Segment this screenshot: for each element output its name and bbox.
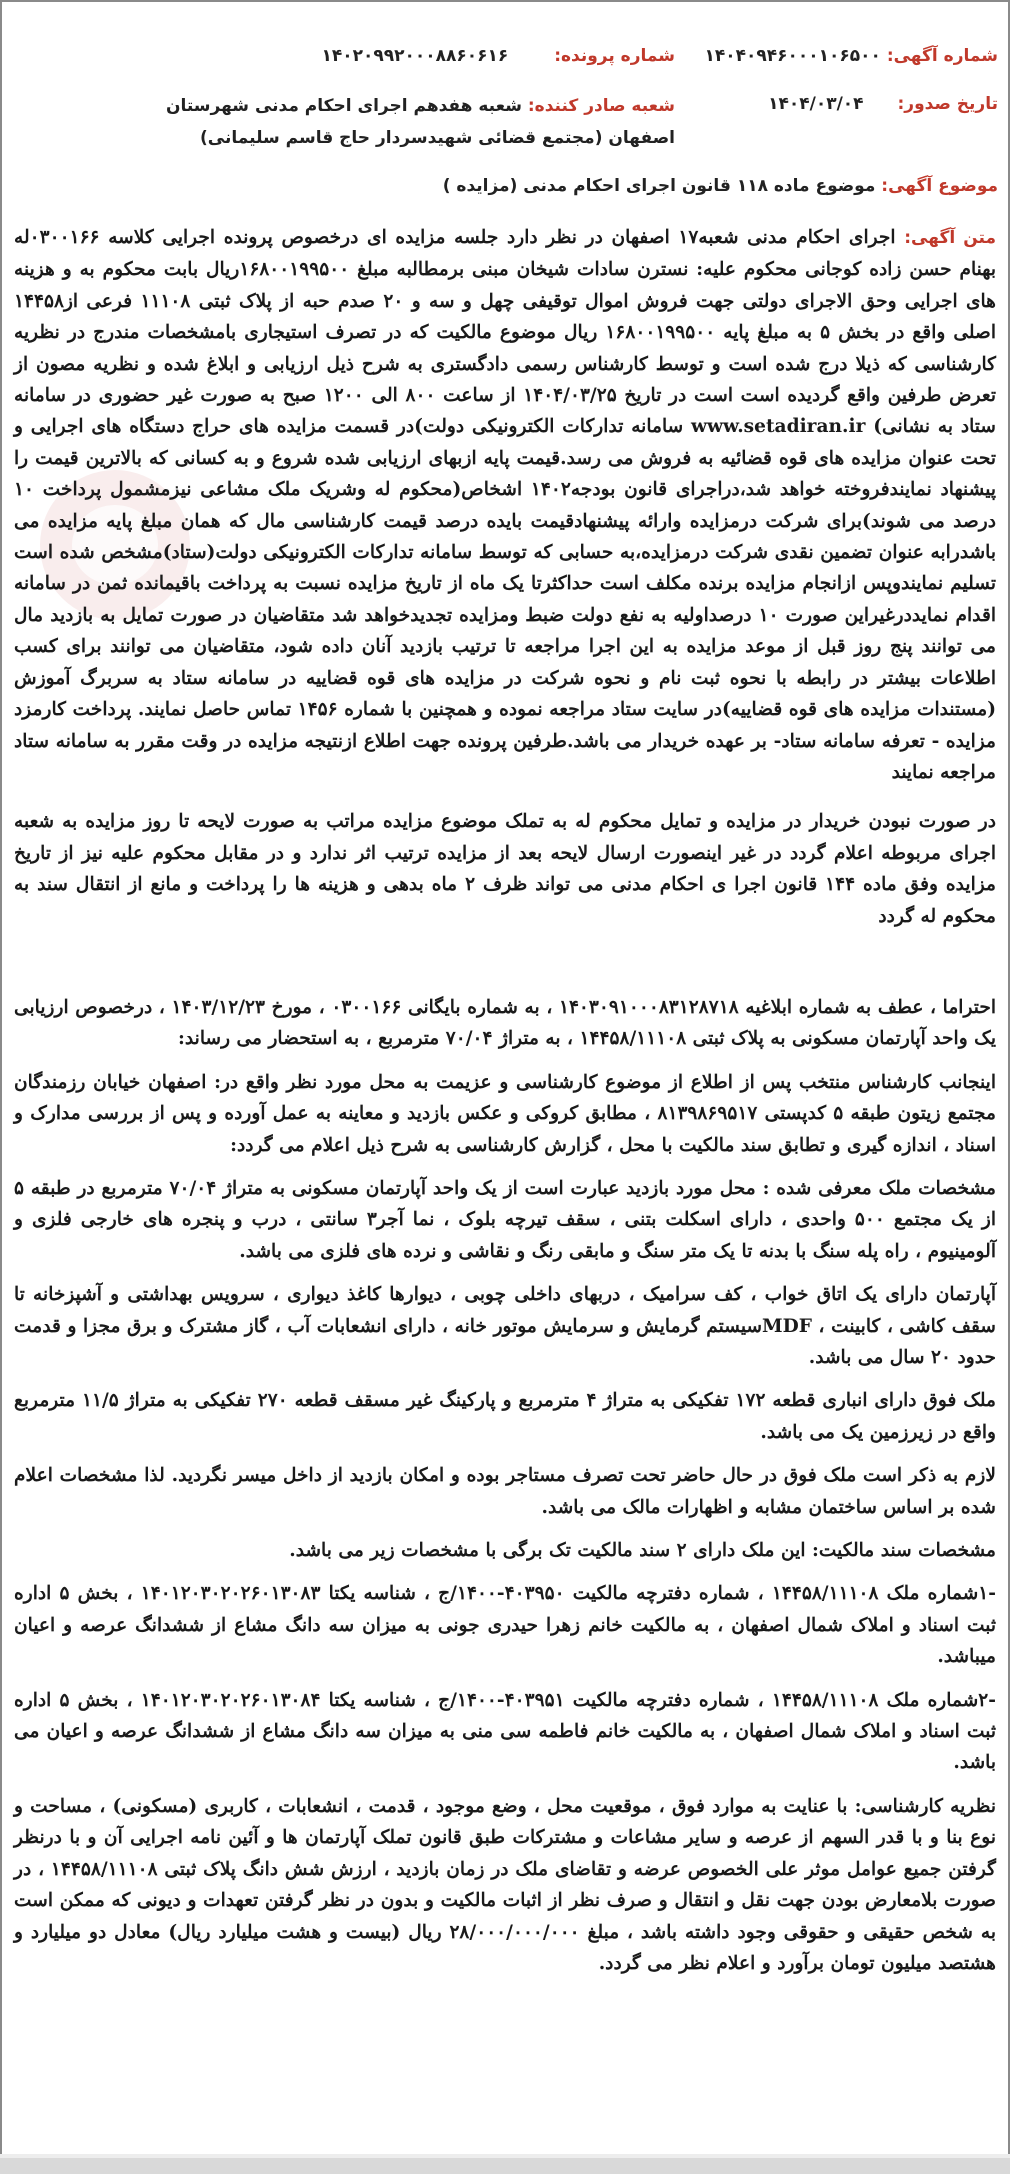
paragraph-no-buyer: در صورت نبودن خریدار در مزایده و تمایل محکوم له به تملک موضوع مزایده مراتب به صورت لایحه تا روز مزایده به شعبه اجرای مربوطه اعلام گردد در غیر اینصورت ارسال لایحه بعد از مزایده ترتیب اثر ندارد و در مقابل محکوم علیه نیز از تاریخ مزایده وفق ماده ۱۴۴ قانون اجرا ی احکام مدنی می تواند ظرف ۲ ماه بدهی و هزینه ها را پرداخت و مانع از انتقال سند به محکوم له گردد [14, 811, 996, 927]
case-number-label: شماره پرونده: [554, 46, 675, 66]
paragraph-expert-opinion: نظریه کارشناسی: با عنایت به موارد فوق ، موقعیت محل ، وضع موجود ، قدمت ، انشعابات ، کاربری (مسکونی) ، مساحت و نوع بنا و با قدر السهم از عرصه و سایر مشاعات و مشترکات طبق قانون تملک آپارتمان ها و آئین نامه اجرایی آن و با درنظر گرفتن جمیع عوامل موثر علی الخصوص عرضه و تقاضای ملک در زمان بازدید ، ارزش شش دانگ پلاک ثبتی ۱۴۴۵۸/۱۱۱۰۸ ، در صورت بلامعارض بودن جهت نقل و انتقال و صرف نظر از اثبات مالکیت و بدون در نظر گرفتن تعهدات و دیونی که ممکن است به شخص حقیقی و حقوقی وجود داشته باشد ، مبلغ ۲۸/۰۰۰/۰۰۰/۰۰۰ ریال (بیست و هشت میلیارد ریال) معادل دو میلیارد و هشتصد میلیون تومان برآورد و اعلام نظر می گردد. [14, 1795, 996, 1974]
paragraph-tenant-note: لازم به ذکر است ملک فوق در حال حاضر تحت تصرف مستاجر بوده و امکان بازدید از داخل میسر نگردید. لذا مشخصات اعلام شده بر اساس ساختمان مشابه و اظهارات مالک می باشد. [14, 1465, 996, 1518]
subject-value: موضوع ماده ۱۱۸ قانون اجرای احکام مدنی (مزایده ) [442, 176, 876, 196]
paragraph-deed-intro: مشخصات سند مالکیت: این ملک دارای ۲ سند مالکیت تک برگی با مشخصات زیر می باشد. [289, 1540, 996, 1562]
paragraph-storage-parking: ملک فوق دارای انباری قطعه ۱۷۲ تفکیکی به متراژ ۴ مترمربع و پارکینگ غیر مسقف قطعه ۲۷۰ تفکیکی به متراژ ۱۱/۵ مترمربع واقع در زیرزمین یک می باشد. [14, 1390, 997, 1443]
notice-number-label: شماره آگهی: [886, 46, 998, 66]
issue-date-label: تاریخ صدور: [897, 94, 998, 114]
text-label: متن آگهی: [904, 228, 996, 248]
issuer-block [115, 90, 675, 154]
case-number [321, 46, 675, 66]
paragraph-deed-1: -۱شماره ملک ۱۴۴۵۸/۱۱۱۰۸ ، شماره دفترچه مالکیت ۴۰۳۹۵۰-۱۴۰۰/ج ، شناسه یکتا ۱۴۰۱۲۰۳۰۲۰۲۶۰۱۳۰۸۳ ، بخش ۵ اداره ثبت اسناد و املاک شمال اصفهان ، به مالکیت خانم زهرا حیدری جونی به میزان سه دانگ مشاع از ششدانگ عرصه و اعیان میباشد. [14, 1583, 997, 1668]
footer-bar [0, 2158, 1010, 2174]
paragraph-auction-intro-text: اجرای احکام مدنی شعبه۱۷ اصفهان در نظر دارد جلسه مزایده ای درخصوص پرونده اجرایی کلاسه ۰۳۰۰۱۶۶له بهنام حسن زاده کوجانی محکوم علیه: نسترن سادات شیخان مبنی برمطالبه مبلغ ۱۶۸۰۰۱۹۹۵۰۰ریال بابت محکوم به و هزینه های اجرایی وحق الاجرای دولتی جهت فروش اموال توقیفی چهل و سه و ۲۰ صدم حبه از پلاک ثبتی ۱۱۱۰۸ فرعی از۱۴۴۵۸ اصلی واقع در بخش ۵ به مبلغ پایه ۱۶۸۰۰۱۹۹۵۰۰ ریال موضوع مالکیت که در تصرف استیجاری بامشخصات مندرج در نظریه کارشناسی که ذیلا درج شده است و توسط کارشناس رسمی دادگستری به شرح ذیل ارزیابی و ابلاغ شده و نظریه مصون از تعرض طرفین واقع گردیده است است در تاریخ ۱۴۰۴/۰۳/۲۵ از ساعت ۸۰۰ الی ۱۲۰۰ صبح به صورت غیر حضوری در سامانه ستاد به نشانی) www.setadiran.ir سامانه تدارکات الکترونیکی دولت)در قسمت مزایده های حراج دستگاه های اجرایی و تحت عنوان مزایده های قوه قضائیه به فروش می رسد.قیمت پایه ازبهای ارزیابی شده شروع و به کسانی که بالاترین قیمت را پیشنهاد نمایندفروخته خواهد شد،دراجرای قانون بودجه۱۴۰۲ اشخاص(محکوم له وشریک ملک مشاعی نیزمشمول پرداخت ۱۰ درصد می شوند)برای شرکت درمزایده وارائه پیشنهادقیمت بایده درصد قیمت کارشناسی مال که همان مبلغ پایه مزایده می باشدرابه عنوان تضمین نقدی شرکت درمزایده،به حسابی که توسط سامانه تدارکات الکترونیکی دولت(ستاد)مشخص شده است تسلیم نمایندوپس ازانجام مزایده برنده مکلف است حداکثرتا یک ماه از تاریخ مزایده نسبت به پرداخت باقیمانده ثمن در سامانه اقدام نمایددرغیراین صورت ۱۰ درصداولیه به نفع دولت ضبط ومزایده تجدیدخواهد شد متقاضیان در صورت تمایل به بازدید مال می توانند پنج روز قبل از موعد مزایده به این اجرا مراجعه تا ترتیب بازدید آنان داده شود، متقاضیان می توانند برای کسب اطلاعات بیشتر در رابطه با نحوه ثبت نام و نحوه شرکت در مزایده های قوه قضاییه در سامانه ستاد به سربرگ آموزش (مستندات مزایده های قوه قضاییه)در سایت ستاد مراجعه نموده و همچنین با شماره ۱۴۵۶ تماس حاصل نمایند. پرداخت کارمزد مزایده - تعرفه سامانه ستاد- بر عهده خریدار می باشد.طرفین پرونده جهت اطلاع ازنتیجه مزایده در وقت مقرر به سامانه ستاد مراجعه نمایند [14, 227, 996, 783]
notice-number [704, 46, 998, 66]
paragraph-apartment-details: آپارتمان دارای یک اتاق خواب ، کف سرامیک ، دربهای داخلی چوبی ، دیوارها کاغذ دیواری ، سرویس بهداشتی و آشپزخانه تا سقف کاشی ، کابینت ، MDFسیستم گرمایش و سرمایش موتور خانه ، دارای انشعابات آب ، گاز مشترک و برق مجزا و قدمت حدود ۲۰ سال می باشد. [14, 1284, 996, 1368]
notice-body [14, 222, 996, 1991]
issuer-value: شعبه هفدهم اجرای احکام مدنی شهرستان اصفهان (مجتمع قضائی شهیدسردار حاج قاسم سلیمانی) [165, 96, 675, 148]
paragraph-gap [14, 944, 996, 992]
paragraph-expert-visit: اینجانب کارشناس منتخب پس از اطلاع از موضوع کارشناسی و عزیمت به محل مورد نظر واقع در: اصفهان خیابان رزمندگان مجتمع زیتون طبقه ۵ کدپستی ۸۱۳۹۸۶۹۵۱۷ ، مطابق کروکی و عکس بازدید و معاینه به عمل آورده و پس از بررسی مدارک و اسناد ، اندازه گیری و تطابق سند مالکیت با محل ، گزارش کارشناسی به شرح ذیل اعلام می گردد: [14, 1071, 996, 1156]
case-number-value: ۱۴۰۲۰۹۹۲۰۰۰۸۸۶۰۶۱۶ [321, 46, 509, 66]
subject-row [12, 176, 998, 196]
issue-date [768, 94, 998, 114]
issuer-label: شعبه صادر کننده: [527, 96, 675, 116]
paragraph-reference: احتراما ، عطف به شماره ابلاغیه ۱۴۰۳۰۹۱۰۰۰۸۳۱۲۸۷۱۸ ، به شماره بایگانی ۰۳۰۰۱۶۶ ، مورخ ۱۴۰۳/۱۲/۲۳ ، درخصوص ارزیابی یک واحد آپارتمان مسکونی به پلاک ثبتی ۱۴۴۵۸/۱۱۱۰۸ ، به متراژ ۷۰/۰۴ مترمربع ، به استحضار می رساند: [14, 996, 996, 1050]
paragraph-property-specs: مشخصات ملک معرفی شده : محل مورد بازدید عبارت است از یک واحد آپارتمان مسکونی به متراژ ۷۰/۰۴ مترمربع در طبقه ۵ از یک مجتمع ۵۰۰ واحدی ، دارای اسکلت بتنی ، سقف تیرچه بلوک ، نما آجر۳ سانتی ، درب و پنجره های خارجی فلزی و آلومینیوم ، راه پله سنگ با بدنه تا یک متر سنگ و مابقی رنگ و نقاشی و نرده های فلزی می باشد. [14, 1177, 996, 1262]
issue-date-value: ۱۴۰۴/۰۳/۰۴ [768, 94, 864, 114]
notice-number-value: ۱۴۰۴۰۹۴۶۰۰۰۱۰۶۵۰۰ [704, 46, 881, 66]
subject-label: موضوع آگهی: [881, 176, 998, 196]
paragraph-deed-2: -۲شماره ملک ۱۴۴۵۸/۱۱۱۰۸ ، شماره دفترچه مالکیت ۴۰۳۹۵۱-۱۴۰۰/ج ، شناسه یکتا ۱۴۰۱۲۰۳۰۲۰۲۶۰۱۳۰۸۴ ، بخش ۵ اداره ثبت اسناد و املاک شمال اصفهان ، به مالکیت خانم فاطمه سی منی به میزان سه دانگ مشاع از ششدانگ عرصه و اعیان می باشد. [14, 1689, 997, 1774]
paragraph-auction-intro [14, 222, 996, 788]
